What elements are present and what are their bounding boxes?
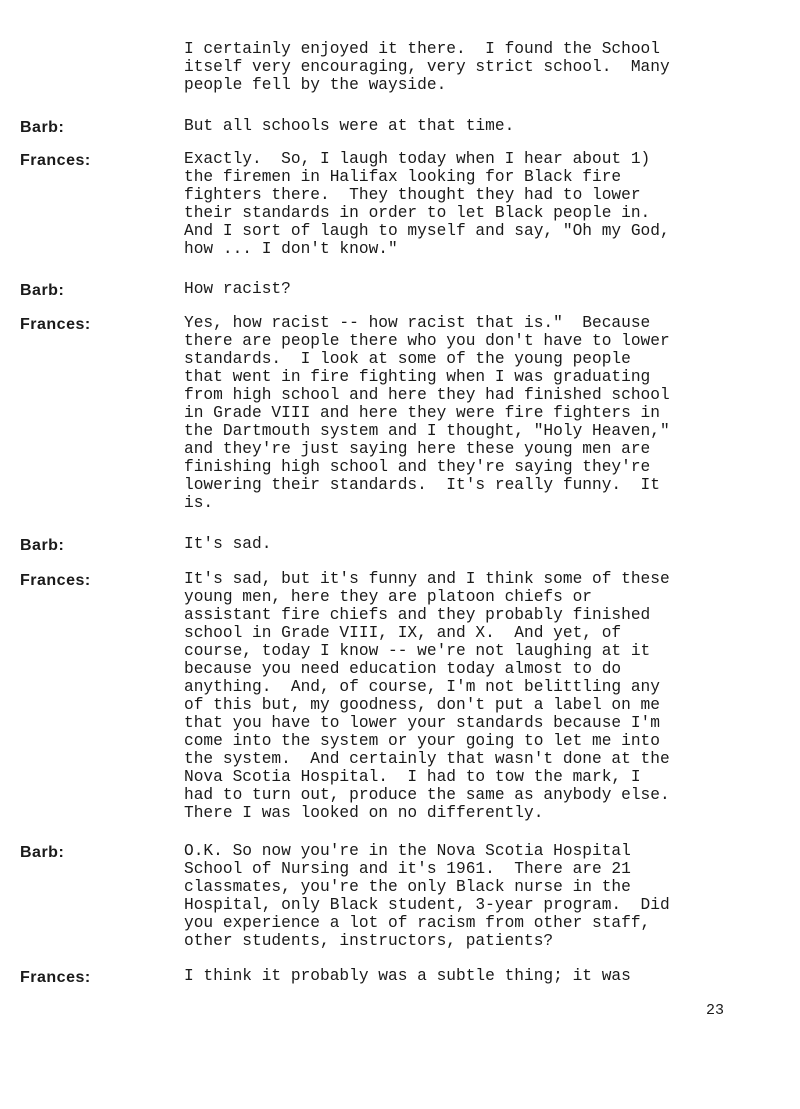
speaker-label: Barb:	[20, 537, 65, 554]
speaker-label: Frances:	[20, 572, 91, 589]
page-number: 23	[706, 1002, 725, 1019]
turn-text: It's sad, but it's funny and I think some of these young men, here they are platoon chiefs or assistant fire chiefs and they probably finished school in Grade VIII, IX, and X. And yet, of course, today I know -- we're not laughing at it because you need education today almost to do anything. And, of course, I'm not belittling any of this but, my goodness, don't put a label on me that you have to lower your standards because I'm come into the system or your going to let me into the system. And certainly that wasn't done at the Nova Scotia Hospital. I had to tow the mark, I had to turn out, produce the same as anybody else. There I was looked on no differently.	[184, 570, 670, 822]
turn-text: I certainly enjoyed it there. I found the School itself very encouraging, very strict school. Many people fell by the wayside.	[184, 40, 670, 94]
turn-text: Yes, how racist -- how racist that is." Because there are people there who you don't have to lower standards. I look at some of the young people that went in fire fighting when I was graduating from high school and here they had finished school in Grade VIII and here they were fire fighters in the Dartmouth system and I thought, "Holy Heaven," and they're just saying here these young men are finishing high school and they're saying they're lowering their standards. It's really funny. It is.	[184, 314, 670, 512]
turn-text: I think it probably was a subtle thing; it was	[184, 967, 631, 985]
speaker-label: Barb:	[20, 844, 65, 861]
turn-text: How racist?	[184, 280, 291, 298]
speaker-label: Frances:	[20, 969, 91, 986]
turn-text: It's sad.	[184, 535, 272, 553]
turn-text: But all schools were at that time.	[184, 117, 515, 135]
turn-text: Exactly. So, I laugh today when I hear about 1) the firemen in Halifax looking for Black fire fighters there. They thought they had to lower their standards in order to let Black people in. And I sort of laugh to myself and say, "Oh my God, how ... I don't know."	[184, 150, 670, 258]
speaker-label: Barb:	[20, 119, 65, 136]
speaker-label: Frances:	[20, 152, 91, 169]
speaker-label: Barb:	[20, 282, 65, 299]
turn-text: O.K. So now you're in the Nova Scotia Hospital School of Nursing and it's 1961. There are 21 classmates, you're the only Black nurse in the Hospital, only Black student, 3-year program. Did you experience a lot of racism from other staff, other students, instructors, patients?	[184, 842, 670, 950]
speaker-label: Frances:	[20, 316, 91, 333]
